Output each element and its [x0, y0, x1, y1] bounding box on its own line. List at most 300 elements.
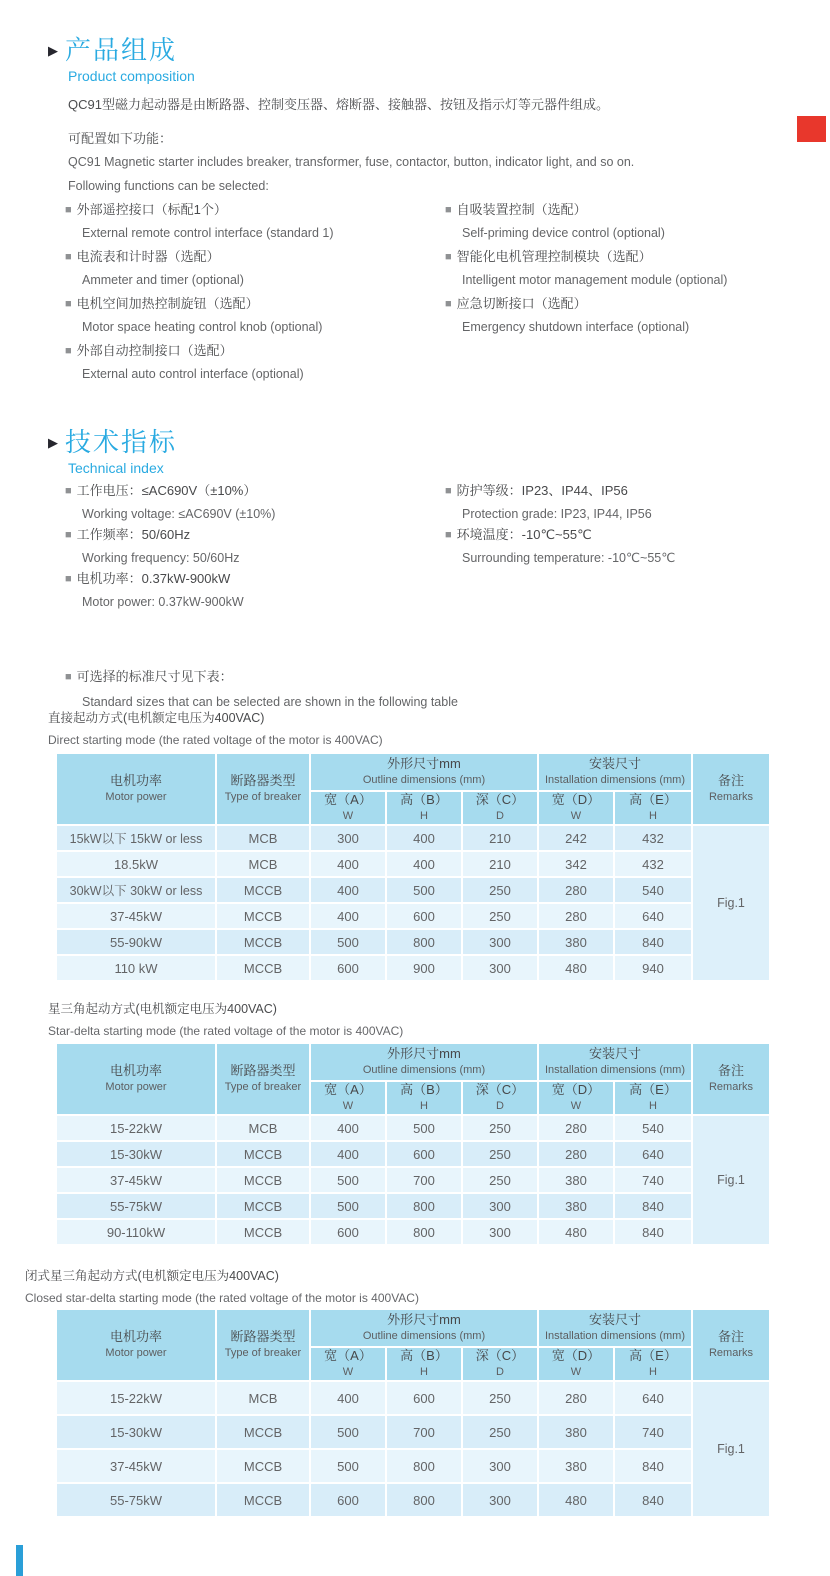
- cell-dimension: 700: [387, 1168, 461, 1192]
- list-item: [445, 203, 665, 240]
- cell-breaker-type: MCB: [217, 1382, 309, 1414]
- cell-dimension: 280: [539, 1142, 613, 1166]
- cell-dimension: 250: [463, 878, 537, 902]
- list-item-cn-text: 工作电压：≤AC690V（±10%）: [76, 483, 257, 498]
- col-subheader: [387, 1348, 461, 1380]
- page-edge-mark: [16, 1545, 23, 1576]
- column-header-en: Type of breaker: [224, 791, 302, 804]
- cell-dimension: 800: [387, 1450, 461, 1482]
- table-row: [57, 878, 769, 902]
- cell-remark: Fig.1: [693, 1116, 769, 1244]
- cell-dimension: 400: [311, 1116, 385, 1140]
- list-item-en: Surrounding temperature: -10℃~55℃: [462, 551, 676, 565]
- table-row: [57, 930, 769, 954]
- cell-dimension: 840: [615, 1220, 691, 1244]
- cell-motor-power: 30kW以下 30kW or less: [57, 878, 215, 902]
- column-header-cn: 宽（A）: [324, 1082, 372, 1097]
- cell-breaker-type: MCB: [217, 826, 309, 850]
- cell-breaker-type: MCB: [217, 1116, 309, 1140]
- cell-breaker-type: MCCB: [217, 956, 309, 980]
- col-header-breaker-type: [217, 1044, 309, 1114]
- column-header-cn: 高（E）: [629, 1082, 677, 1097]
- caption-en: Direct starting mode (the rated voltage of the motor is 400VAC): [48, 732, 383, 747]
- cell-dimension: 480: [539, 1484, 613, 1516]
- column-header-cn: 高（B）: [400, 1348, 448, 1363]
- list-item: [445, 250, 727, 287]
- cell-motor-power: 90-110kW: [57, 1220, 215, 1244]
- list-item: [65, 484, 275, 521]
- list-item-en: Ammeter and timer (optional): [82, 273, 244, 287]
- list-item: [65, 572, 244, 609]
- bullet-square-icon: ■: [445, 529, 452, 541]
- bullet-square-icon: ■: [65, 345, 72, 357]
- cell-dimension: 500: [311, 1168, 385, 1192]
- column-header-cn: 断路器类型: [230, 773, 296, 788]
- bullet-square-icon: ■: [65, 485, 72, 497]
- cell-dimension: 300: [463, 1484, 537, 1516]
- column-header-en: Motor power: [105, 1347, 167, 1360]
- cell-dimension: 900: [387, 956, 461, 980]
- table-row: [57, 1416, 769, 1448]
- column-header-cn: 安装尺寸: [588, 1046, 641, 1061]
- list-item-cn-text: 电机功率：0.37kW-900kW: [76, 571, 231, 586]
- list-item-cn: [65, 250, 244, 263]
- dimensions-table-direct: [55, 752, 771, 982]
- col-header-outline-dimensions: [311, 754, 537, 790]
- column-header-en: H: [420, 1366, 428, 1379]
- column-header-cn: 电机功率: [109, 773, 162, 788]
- note-en: Standard sizes that can be selected are shown in the following table: [82, 695, 458, 709]
- col-subheader: [387, 792, 461, 824]
- intro-paragraph-en: QC91 Magnetic starter includes breaker, transformer, fuse, contactor, button, indicator light, and so on.: [68, 155, 635, 169]
- column-header-cn: 宽（D）: [551, 792, 601, 807]
- cell-dimension: 400: [311, 904, 385, 928]
- column-header-en: W: [570, 1100, 582, 1113]
- cell-dimension: 500: [387, 878, 461, 902]
- col-header-remarks: [693, 754, 769, 824]
- column-header-en: W: [342, 1366, 354, 1379]
- list-item-en: Intelligent motor management module (optional): [462, 273, 728, 287]
- cell-dimension: 380: [539, 1168, 613, 1192]
- column-header-cn: 深（C）: [475, 1348, 525, 1363]
- dimensions-table: [55, 1308, 771, 1518]
- column-header-cn: 备注: [717, 773, 744, 788]
- list-item-en: Working frequency: 50/60Hz: [82, 551, 240, 565]
- list-item-cn: [65, 203, 334, 216]
- cell-dimension: 740: [615, 1416, 691, 1448]
- cell-dimension: 250: [463, 1116, 537, 1140]
- bullet-square-icon: ■: [65, 298, 72, 310]
- cell-motor-power: 15-30kW: [57, 1142, 215, 1166]
- column-header-en: Outline dimensions (mm): [362, 774, 486, 787]
- cell-dimension: 600: [387, 1142, 461, 1166]
- cell-dimension: 380: [539, 930, 613, 954]
- cell-dimension: 400: [387, 852, 461, 876]
- cell-motor-power: 37-45kW: [57, 904, 215, 928]
- column-header-cn: 外形尺寸mm: [387, 1312, 461, 1327]
- cell-dimension: 250: [463, 1382, 537, 1414]
- list-item-cn-text: 外部遥控接口（标配1个）: [76, 202, 227, 217]
- cell-dimension: 600: [311, 1484, 385, 1516]
- cell-dimension: 250: [463, 904, 537, 928]
- list-item-cn-text: 电机空间加热控制旋钮（选配）: [76, 296, 259, 311]
- column-header-en: Installation dimensions (mm): [545, 774, 685, 787]
- list-item: [445, 297, 689, 334]
- cell-motor-power: 15-30kW: [57, 1416, 215, 1448]
- column-header-cn: 高（B）: [400, 1082, 448, 1097]
- caption-cn: 星三角起动方式(电机额定电压为400VAC): [48, 1002, 277, 1016]
- column-header-cn: 宽（D）: [551, 1348, 601, 1363]
- list-item: [65, 297, 322, 334]
- col-subheader: [311, 1348, 385, 1380]
- cell-dimension: 840: [615, 930, 691, 954]
- cell-motor-power: 18.5kW: [57, 852, 215, 876]
- bullet-square-icon: ■: [65, 204, 72, 216]
- column-header-en: Remarks: [708, 1347, 753, 1360]
- col-subheader: [615, 1082, 691, 1114]
- intro-paragraph-en2: Following functions can be selected:: [68, 179, 269, 193]
- cell-dimension: 300: [463, 1450, 537, 1482]
- cell-motor-power: 55-75kW: [57, 1484, 215, 1516]
- cell-dimension: 800: [387, 1194, 461, 1218]
- col-subheader: [463, 1082, 537, 1114]
- column-header-en: Motor power: [105, 791, 167, 804]
- list-item-cn: [65, 484, 275, 497]
- bullet-square-icon: ■: [445, 204, 452, 216]
- list-item-en: Emergency shutdown interface (optional): [462, 320, 690, 334]
- cell-breaker-type: MCCB: [217, 904, 309, 928]
- column-header-en: Type of breaker: [224, 1081, 302, 1094]
- column-header-cn: 宽（A）: [324, 1348, 372, 1363]
- cell-breaker-type: MCCB: [217, 878, 309, 902]
- col-header-remarks: [693, 1044, 769, 1114]
- tech-list-left: [65, 484, 445, 644]
- cell-breaker-type: MCCB: [217, 1142, 309, 1166]
- column-header-en: Remarks: [708, 1081, 753, 1094]
- column-header-cn: 电机功率: [109, 1329, 162, 1344]
- note-cn: ■ 可选择的标准尺寸见下表：: [65, 669, 233, 684]
- column-header-cn: 高（E）: [629, 792, 677, 807]
- col-header-outline-dimensions: [311, 1310, 537, 1346]
- cell-dimension: 640: [615, 1142, 691, 1166]
- cell-motor-power: 37-45kW: [57, 1168, 215, 1192]
- column-header-cn: 宽（D）: [551, 1082, 601, 1097]
- list-item-en: Protection grade: IP23, IP44, IP56: [462, 507, 652, 521]
- col-header-motor-power: [57, 1044, 215, 1114]
- table-caption-direct: [48, 712, 383, 746]
- bullet-square-icon: ■: [65, 671, 72, 683]
- list-item-en: Self-priming device control (optional): [462, 226, 665, 240]
- table-caption-star-delta: [48, 1003, 403, 1037]
- section-technical-index: [48, 427, 808, 609]
- cell-motor-power: 55-75kW: [57, 1194, 215, 1218]
- cell-motor-power: 15kW以下 15kW or less: [57, 826, 215, 850]
- feature-list-left: [65, 203, 445, 403]
- col-header-breaker-type: [217, 754, 309, 824]
- cell-dimension: 210: [463, 826, 537, 850]
- section-title-en: Technical index: [68, 459, 164, 476]
- column-header-cn: 安装尺寸: [588, 756, 641, 771]
- bullet-square-icon: ■: [445, 251, 452, 263]
- col-subheader: [463, 792, 537, 824]
- section-product-composition: [48, 35, 808, 381]
- col-header-motor-power: [57, 754, 215, 824]
- table-row: [57, 1450, 769, 1482]
- column-header-cn: 宽（A）: [324, 792, 372, 807]
- column-header-en: H: [649, 1100, 657, 1113]
- cell-remark: Fig.1: [693, 826, 769, 980]
- cell-dimension: 432: [615, 852, 691, 876]
- list-item-cn: [65, 572, 244, 585]
- list-item-cn: [65, 297, 322, 310]
- column-header-en: Remarks: [708, 791, 753, 804]
- bullet-square-icon: ■: [445, 485, 452, 497]
- column-header-cn: 外形尺寸mm: [387, 1046, 461, 1061]
- cell-dimension: 280: [539, 904, 613, 928]
- column-header-en: D: [496, 1100, 504, 1113]
- table-row: [57, 1220, 769, 1244]
- column-header-cn: 安装尺寸: [588, 1312, 641, 1327]
- caption-en: Closed star-delta starting mode (the rated voltage of the motor is 400VAC): [25, 1290, 419, 1305]
- triangle-bullet-icon: ▶: [48, 434, 58, 450]
- column-header-cn: 断路器类型: [230, 1063, 296, 1078]
- cell-dimension: 400: [311, 852, 385, 876]
- table-caption-closed-star-delta: [25, 1270, 419, 1304]
- table-row: [57, 956, 769, 980]
- cell-breaker-type: MCB: [217, 852, 309, 876]
- column-header-en: H: [649, 810, 657, 823]
- intro-paragraph-cn2: 可配置如下功能：: [68, 131, 173, 146]
- cell-dimension: 300: [463, 1220, 537, 1244]
- list-item-cn-text: 防护等级：IP23、IP44、IP56: [456, 483, 628, 498]
- column-header-cn: 备注: [717, 1329, 744, 1344]
- cell-motor-power: 110 kW: [57, 956, 215, 980]
- list-item-cn-text: 自吸装置控制（选配）: [456, 202, 587, 217]
- cell-dimension: 400: [311, 1382, 385, 1414]
- col-header-installation-dimensions: [539, 1044, 691, 1080]
- column-header-cn: 外形尺寸mm: [387, 756, 461, 771]
- section-title-cn: 技术指标: [65, 427, 178, 457]
- column-header-en: W: [570, 810, 582, 823]
- col-subheader: [463, 1348, 537, 1380]
- cell-dimension: 250: [463, 1168, 537, 1192]
- list-item-en: Working voltage: ≤AC690V (±10%): [82, 507, 276, 521]
- column-header-en: W: [342, 1100, 354, 1113]
- col-header-installation-dimensions: [539, 1310, 691, 1346]
- cell-dimension: 380: [539, 1194, 613, 1218]
- cell-dimension: 280: [539, 1382, 613, 1414]
- section-title-en: Product composition: [68, 67, 195, 84]
- column-header-cn: 高（B）: [400, 792, 448, 807]
- table-row: [57, 1194, 769, 1218]
- list-item-cn-text: 外部自动控制接口（选配）: [76, 343, 233, 358]
- table-row: [57, 852, 769, 876]
- cell-dimension: 380: [539, 1416, 613, 1448]
- cell-motor-power: 15-22kW: [57, 1116, 215, 1140]
- standard-size-note: [65, 666, 458, 709]
- tech-list-right: [445, 484, 805, 644]
- column-header-en: H: [649, 1366, 657, 1379]
- list-item-en: External remote control interface (standard 1): [82, 226, 334, 240]
- cell-dimension: 300: [311, 826, 385, 850]
- column-header-en: H: [420, 1100, 428, 1113]
- cell-dimension: 400: [311, 1142, 385, 1166]
- list-item-en: Motor space heating control knob (optional): [82, 320, 323, 334]
- caption-en: Star-delta starting mode (the rated voltage of the motor is 400VAC): [48, 1023, 404, 1038]
- cell-dimension: 500: [387, 1116, 461, 1140]
- cell-dimension: 300: [463, 1194, 537, 1218]
- feature-list-right: [445, 203, 805, 403]
- cell-dimension: 600: [387, 1382, 461, 1414]
- intro-paragraph-cn: QC91型磁力起动器是由断路器、控制变压器、熔断器、接触器、按钮及指示灯等元器件组成。: [68, 97, 609, 112]
- cell-dimension: 210: [463, 852, 537, 876]
- list-item-cn: [445, 528, 675, 541]
- dimensions-table: [55, 1042, 771, 1246]
- col-subheader: [615, 792, 691, 824]
- col-subheader: [539, 1348, 613, 1380]
- cell-dimension: 640: [615, 1382, 691, 1414]
- column-header-cn: 深（C）: [475, 792, 525, 807]
- cell-dimension: 840: [615, 1450, 691, 1482]
- column-header-en: Outline dimensions (mm): [362, 1064, 486, 1077]
- cell-dimension: 480: [539, 1220, 613, 1244]
- cell-motor-power: 55-90kW: [57, 930, 215, 954]
- cell-dimension: 280: [539, 878, 613, 902]
- list-item-cn-text: 工作频率：50/60Hz: [76, 527, 191, 542]
- cell-breaker-type: MCCB: [217, 1220, 309, 1244]
- column-header-en: Installation dimensions (mm): [545, 1330, 685, 1343]
- col-subheader: [311, 1082, 385, 1114]
- cell-dimension: 500: [311, 930, 385, 954]
- column-header-en: W: [570, 1366, 582, 1379]
- cell-breaker-type: MCCB: [217, 1194, 309, 1218]
- column-header-en: Motor power: [105, 1081, 167, 1094]
- caption-cn: 闭式星三角起动方式(电机额定电压为400VAC): [25, 1269, 279, 1283]
- col-header-motor-power: [57, 1310, 215, 1380]
- cell-dimension: 400: [387, 826, 461, 850]
- column-header-cn: 断路器类型: [230, 1329, 296, 1344]
- list-item-cn-text: 电流表和计时器（选配）: [76, 249, 220, 264]
- cell-motor-power: 37-45kW: [57, 1450, 215, 1482]
- cell-breaker-type: MCCB: [217, 1416, 309, 1448]
- cell-dimension: 300: [463, 956, 537, 980]
- cell-dimension: 800: [387, 1220, 461, 1244]
- cell-dimension: 700: [387, 1416, 461, 1448]
- col-header-remarks: [693, 1310, 769, 1380]
- cell-motor-power: 15-22kW: [57, 1382, 215, 1414]
- cell-breaker-type: MCCB: [217, 1168, 309, 1192]
- column-header-en: D: [496, 1366, 504, 1379]
- list-item-en: Motor power: 0.37kW-900kW: [82, 595, 244, 609]
- col-subheader: [539, 792, 613, 824]
- section-title: [48, 428, 808, 457]
- table-row: [57, 1116, 769, 1140]
- triangle-bullet-icon: ▶: [48, 42, 58, 58]
- list-item: [65, 250, 244, 287]
- cell-breaker-type: MCCB: [217, 1484, 309, 1516]
- cell-dimension: 432: [615, 826, 691, 850]
- cell-dimension: 500: [311, 1194, 385, 1218]
- col-subheader: [311, 792, 385, 824]
- table-row: [57, 904, 769, 928]
- section-title-cn: 产品组成: [65, 35, 178, 65]
- dimensions-table-star-delta: [55, 1042, 771, 1246]
- cell-dimension: 500: [311, 1450, 385, 1482]
- section-title: [48, 36, 808, 65]
- list-item: [65, 528, 240, 565]
- cell-dimension: 400: [311, 878, 385, 902]
- cell-dimension: 540: [615, 878, 691, 902]
- list-item-cn: [445, 297, 689, 310]
- column-header-cn: 深（C）: [475, 1082, 525, 1097]
- cell-dimension: 740: [615, 1168, 691, 1192]
- caption-cn: 直接起动方式(电机额定电压为400VAC): [48, 711, 265, 725]
- dimensions-table: [55, 752, 771, 982]
- list-item-cn-text: 应急切断接口（选配）: [456, 296, 587, 311]
- col-header-installation-dimensions: [539, 754, 691, 790]
- table-row: [57, 1168, 769, 1192]
- column-header-cn: 备注: [717, 1063, 744, 1078]
- red-annotation-box: [797, 116, 826, 142]
- bullet-square-icon: ■: [445, 298, 452, 310]
- list-item-cn-text: 智能化电机管理控制模块（选配）: [456, 249, 652, 264]
- col-subheader: [539, 1082, 613, 1114]
- cell-dimension: 250: [463, 1416, 537, 1448]
- cell-dimension: 840: [615, 1484, 691, 1516]
- list-item: [65, 344, 304, 381]
- column-header-en: Installation dimensions (mm): [545, 1064, 685, 1077]
- bullet-square-icon: ■: [65, 251, 72, 263]
- list-item-cn: [445, 484, 652, 497]
- cell-dimension: 250: [463, 1142, 537, 1166]
- cell-breaker-type: MCCB: [217, 1450, 309, 1482]
- column-header-en: H: [420, 810, 428, 823]
- dimensions-table-closed-star-delta: [55, 1308, 771, 1518]
- column-header-cn: 电机功率: [109, 1063, 162, 1078]
- list-item-en: External auto control interface (optional): [82, 367, 304, 381]
- list-item: [445, 484, 652, 521]
- list-item-cn: [65, 344, 304, 357]
- list-item-cn-text: 环境温度：-10℃~55℃: [456, 527, 592, 542]
- column-header-en: Outline dimensions (mm): [362, 1330, 486, 1343]
- cell-dimension: 300: [463, 930, 537, 954]
- column-header-cn: 高（E）: [629, 1348, 677, 1363]
- cell-dimension: 380: [539, 1450, 613, 1482]
- column-header-en: D: [496, 810, 504, 823]
- col-header-breaker-type: [217, 1310, 309, 1380]
- table-row: [57, 1382, 769, 1414]
- cell-breaker-type: MCCB: [217, 930, 309, 954]
- cell-dimension: 840: [615, 1194, 691, 1218]
- bullet-square-icon: ■: [65, 573, 72, 585]
- cell-dimension: 480: [539, 956, 613, 980]
- list-item: [65, 203, 334, 240]
- cell-dimension: 600: [311, 956, 385, 980]
- table-row: [57, 1484, 769, 1516]
- cell-dimension: 500: [311, 1416, 385, 1448]
- cell-dimension: 600: [311, 1220, 385, 1244]
- cell-dimension: 800: [387, 1484, 461, 1516]
- col-header-outline-dimensions: [311, 1044, 537, 1080]
- col-subheader: [615, 1348, 691, 1380]
- column-header-en: Type of breaker: [224, 1347, 302, 1360]
- cell-dimension: 640: [615, 904, 691, 928]
- list-item-cn: [445, 250, 727, 263]
- bullet-square-icon: ■: [65, 529, 72, 541]
- cell-dimension: 600: [387, 904, 461, 928]
- column-header-en: W: [342, 810, 354, 823]
- list-item: [445, 528, 675, 565]
